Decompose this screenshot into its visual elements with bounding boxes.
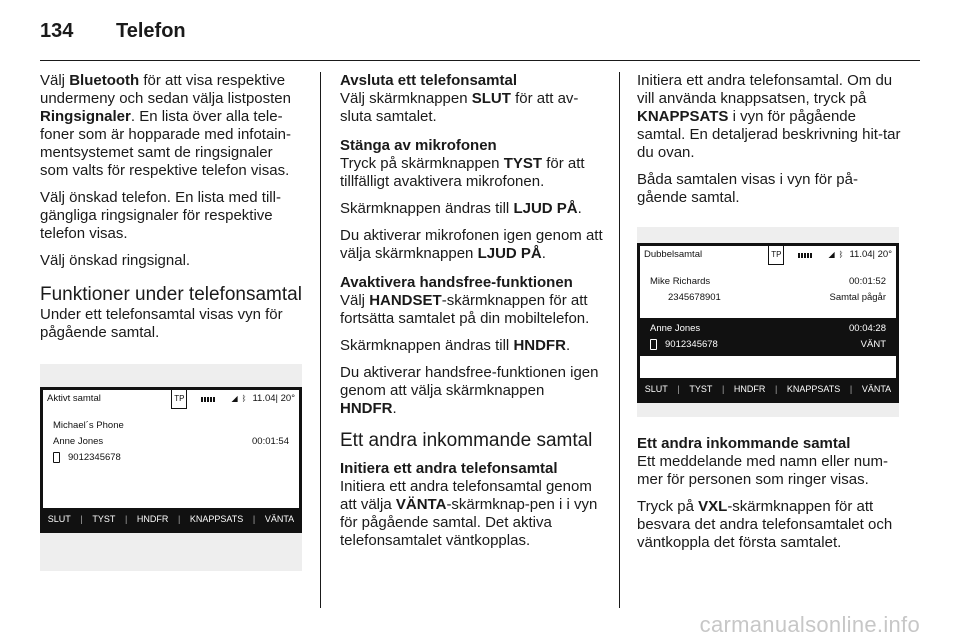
paragraph: Välj Bluetooth för att visa respektive undermeny och sedan välja listposten Ringsignaler. En lista över alla tele-foner som är hopparade med infotain-mentsystemet samt de ringsignaler som valts för respektive telefon visas. xyxy=(40,72,291,179)
phone-icon xyxy=(650,339,657,350)
paragraph: Under ett telefonsamtal visas vyn för pågående samtal. xyxy=(40,306,283,341)
column-2 xyxy=(340,72,604,559)
paragraph: Du aktiverar mikrofonen igen genom att välja skärmknappen LJUD PÅ. xyxy=(340,227,603,262)
active-call-screenshot: Aktivt samtal TP ◢ ᛒ 11.04| 20° Michael´s Phone Anne Jones 00:01:54 9012345678 SLUT | TYST | HNDFR | KNAPPSATS | VÄNTA xyxy=(40,364,302,571)
status-bar: Dubbelsamtal TP ◢ ᛒ 11.04| 20° xyxy=(640,246,896,264)
subheading: Initiera ett andra telefonsamtal xyxy=(340,460,558,477)
header-rule xyxy=(40,60,920,61)
softkey-bar: SLUT | TYST | HNDFR | KNAPPSATS | VÄNTA xyxy=(43,508,299,530)
paragraph: Välj önskad ringsignal. xyxy=(40,252,191,269)
column-divider xyxy=(619,72,620,608)
paragraph: Båda samtalen visas i vyn för på-gående samtal. xyxy=(637,171,858,206)
paragraph: Skärmknappen ändras till HNDFR. xyxy=(340,337,571,354)
paragraph: Välj HANDSET-skärmknappen för att fortsätta samtalet på din mobiltelefon. xyxy=(340,292,590,327)
double-call-screenshot: Dubbelsamtal TP ◢ ᛒ 11.04| 20° Mike Richards 00:01:52 2345678901 Samtal pågår Anne Jones 00:04:28 9012345678 VÄNT SLUT | TYST | HNDFR | KNAPPSATS | VÄNTA xyxy=(637,227,899,417)
paragraph: Du aktiverar handsfree-funktionen igen genom att välja skärmknappen HNDFR. xyxy=(340,364,599,417)
signal-icon: ◢ xyxy=(231,394,238,403)
column-divider xyxy=(320,72,321,608)
column-3 xyxy=(637,72,901,561)
paragraph: Välj önskad telefon. En lista med till-gängliga ringsignaler för respektive telefon visas. xyxy=(40,189,281,242)
page-header xyxy=(40,20,186,46)
chapter-title: Telefon xyxy=(116,20,186,42)
paragraph: Initiera ett andra telefonsamtal. Om du vill använda knappsatsen, tryck på KNAPPSATS i vyn för pågående samtal. En detaljerad beskrivning hit-tar du ovan. xyxy=(637,72,901,161)
subheading: Avaktivera handsfree-funktionen xyxy=(340,274,573,291)
subheading: Avsluta ett telefonsamtal xyxy=(340,72,517,89)
phone-icon xyxy=(53,452,60,463)
signal-icon: ◢ xyxy=(828,250,835,259)
subheading: Stänga av mikrofonen xyxy=(340,137,497,154)
section-heading: Ett andra inkommande samtal xyxy=(340,430,593,451)
battery-icon xyxy=(201,397,215,402)
paragraph: Initiera ett andra telefonsamtal genom att välja VÄNTA-skärmknap-pen i i vyn för pågående samtal. Det aktiva telefonsamtalet väntkopplas. xyxy=(340,478,598,549)
bluetooth-icon: ᛒ xyxy=(838,250,844,259)
page-number: 134 xyxy=(40,20,74,42)
paragraph: Ett meddelande med namn eller num-mer för personen som ringer visas. xyxy=(637,453,888,488)
softkey-bar: SLUT | TYST | HNDFR | KNAPPSATS | VÄNTA xyxy=(640,378,896,400)
section-heading: Funktioner under telefonsamtal xyxy=(40,284,302,305)
paragraph: Skärmknappen ändras till LJUD PÅ. xyxy=(340,200,582,217)
watermark: carmanualsonline.info xyxy=(699,612,920,637)
paragraph: Tryck på VXL-skärmknappen för att besvara det andra telefonsamtalet och väntkoppla det första samtalet. xyxy=(637,498,893,551)
battery-icon xyxy=(798,253,812,258)
status-bar: Aktivt samtal TP ◢ ᛒ 11.04| 20° xyxy=(43,390,299,408)
paragraph: Välj skärmknappen SLUT för att av-sluta samtalet. xyxy=(340,90,579,125)
paragraph: Tryck på skärmknappen TYST för att tillfälligt avaktivera mikrofonen. xyxy=(340,155,585,190)
subheading: Ett andra inkommande samtal xyxy=(637,435,851,452)
column-1 xyxy=(40,72,304,571)
bluetooth-icon: ᛒ xyxy=(241,394,247,403)
active-call-band: Anne Jones 00:04:28 9012345678 VÄNT xyxy=(640,318,896,356)
